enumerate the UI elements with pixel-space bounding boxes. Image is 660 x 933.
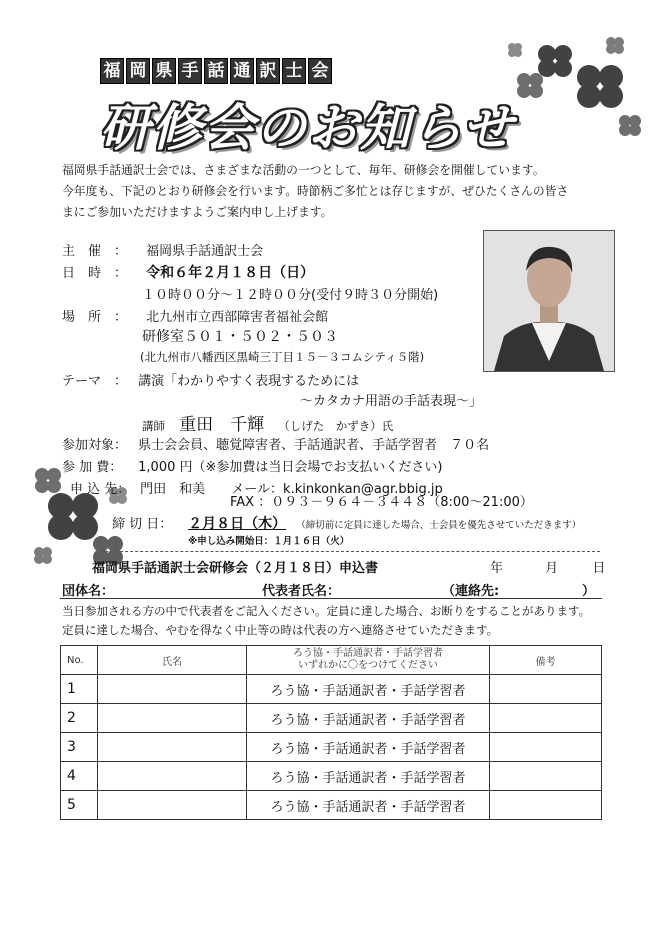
row-no: 5: [61, 791, 98, 820]
row-no: 4: [61, 762, 98, 791]
group-label[interactable]: 団体名：: [62, 584, 115, 599]
choice-cell[interactable]: ろう協・手話通訳者・手話学習者: [247, 762, 490, 791]
association-char: 福: [100, 58, 124, 84]
participant-table: [60, 645, 602, 820]
lecturer-name: 重田 千輝: [179, 415, 265, 435]
form-fields: [62, 580, 602, 599]
intro-text: [62, 160, 622, 223]
time-value: １０時００分～１２時００分(受付９時３０分開始): [142, 288, 439, 303]
lecturer-row: [142, 410, 393, 435]
table-row: [61, 733, 602, 762]
row-no: 1: [61, 675, 98, 704]
deadline-row: [112, 513, 581, 533]
note-cell[interactable]: [490, 704, 602, 733]
date-value: 令和６年２月１８日（日）: [146, 265, 315, 281]
name-cell[interactable]: [98, 675, 247, 704]
choice-cell[interactable]: ろう協・手話通訳者・手話学習者: [247, 704, 490, 733]
choice-cell[interactable]: ろう協・手話通訳者・手話学習者: [247, 733, 490, 762]
note-cell[interactable]: [490, 791, 602, 820]
target-label: 参加対象：: [62, 438, 128, 453]
note-cell[interactable]: [490, 762, 602, 791]
association-char: 話: [204, 58, 228, 84]
association-char: 訳: [256, 58, 280, 84]
place-row: [62, 306, 328, 325]
note-cell[interactable]: [490, 675, 602, 704]
date-row: [62, 262, 314, 282]
theme-value: 講演「わかりやすく表現するためには: [138, 374, 360, 389]
intro-line: 福岡県手話通訳士会では、さまざまな活動の一つとして、毎年、研修会を開催しています。: [62, 163, 545, 177]
intro-line: 今年度も、下記のとおり研修会を行います。時節柄ご多忙とは存じますが、ぜひたくさんの皆さ: [62, 184, 569, 198]
deadline-label: 締 切 日：: [112, 517, 173, 532]
clover-decoration-top-right: [500, 30, 650, 140]
col-choice-line-1: ろう協・手話通訳者・手話学習者: [293, 648, 443, 659]
contact-close: ）: [582, 584, 596, 599]
target-value: 県士会会員、聴覚障害者、手話通訳者、手話学習者 ７０名: [138, 438, 490, 453]
start-note: ※申し込み開始日：１月１６日（火）: [188, 536, 350, 547]
address-value: (北九州市八幡西区黒崎三丁目１５－３コムシティ５階): [140, 350, 425, 364]
note-cell[interactable]: [490, 733, 602, 762]
name-cell[interactable]: [98, 733, 247, 762]
lecturer-prefix: 講師: [142, 419, 165, 433]
lecturer-reading: （しげた かずき）氏: [278, 419, 394, 433]
form-day: 日: [592, 561, 606, 576]
deadline-value: ２月８日（木）: [188, 516, 287, 532]
target-row: [62, 434, 489, 453]
place-value: 北九州市立西部障害者福祉会館: [146, 310, 329, 325]
association-char: 手: [178, 58, 202, 84]
name-cell[interactable]: [98, 704, 247, 733]
name-cell[interactable]: [98, 762, 247, 791]
row-no: 2: [61, 704, 98, 733]
table-header: [61, 646, 602, 675]
form-notice-2: 定員に達した場合、やむを得なく中止等の時は代表の方へ連絡させていただきます。: [62, 623, 499, 637]
host-value: 福岡県手話通訳士会: [146, 244, 264, 259]
apply-fax: FAX ：０９３－９６４－３４４８（8:00～21:00）: [230, 495, 533, 510]
table-row: [61, 762, 602, 791]
contact-label[interactable]: （連絡先:: [442, 584, 500, 599]
col-choice-line-2: いずれかに〇をつけてください: [298, 660, 438, 671]
apply-mail: メール：k.kinkonkan@agr.bbig.jp: [231, 482, 443, 497]
table-row: [61, 791, 602, 820]
association-char: 通: [230, 58, 254, 84]
room-value: 研修室５０１・５０２・５０３: [142, 329, 338, 345]
form-year: 年: [490, 561, 504, 576]
fee-label: 参 加 費：: [62, 460, 123, 475]
choice-cell[interactable]: ろう協・手話通訳者・手話学習者: [247, 675, 490, 704]
place-label: 場 所 ：: [62, 310, 128, 325]
cut-line: [100, 551, 600, 552]
choice-cell[interactable]: ろう協・手話通訳者・手話学習者: [247, 791, 490, 820]
fee-value: 1,000 円（※参加費は当日会場でお支払いください): [138, 460, 443, 475]
form-date: [490, 557, 605, 576]
host-label: 主 催 ：: [62, 244, 128, 259]
association-char: 士: [282, 58, 306, 84]
association-name: [100, 58, 332, 84]
table-row: [61, 675, 602, 704]
association-char: 岡: [126, 58, 150, 84]
association-char: 県: [152, 58, 176, 84]
theme-sub: ～カタカナ用語の手話表現～」: [300, 394, 483, 409]
association-char: 会: [308, 58, 332, 84]
deadline-note: （締切前に定員に達した場合、士会員を優先させていただきます）: [296, 520, 582, 531]
col-name: 氏名: [98, 646, 247, 675]
apply-person: 門田 和美: [140, 482, 206, 497]
page-title: 研修会のお知らせ: [100, 98, 515, 157]
host-row: [62, 240, 263, 259]
lecturer-photo: [483, 230, 615, 372]
fee-row: [62, 456, 442, 475]
col-choice: [247, 646, 490, 675]
rep-label[interactable]: 代表者氏名：: [262, 584, 341, 599]
intro-line: まにご参加いただけますようご案内申し上げます。: [62, 205, 333, 219]
form-notice-1: 当日参加される方の中で代表者をご記入ください。定員に達した場合、お断りをすることがあります。: [62, 604, 591, 618]
col-note: 備考: [490, 646, 602, 675]
date-label: 日 時 ：: [62, 266, 128, 281]
col-no: No.: [61, 646, 98, 675]
table-row: [61, 704, 602, 733]
form-divider: [60, 598, 602, 599]
form-month: 月: [545, 561, 559, 576]
apply-label: 申 込 先：: [70, 482, 131, 497]
name-cell[interactable]: [98, 791, 247, 820]
theme-label: テーマ ：: [62, 374, 128, 389]
row-no: 3: [61, 733, 98, 762]
form-title: 福岡県手話通訳士会研修会（２月１８日）申込書: [92, 561, 379, 576]
theme-row: [62, 370, 359, 389]
